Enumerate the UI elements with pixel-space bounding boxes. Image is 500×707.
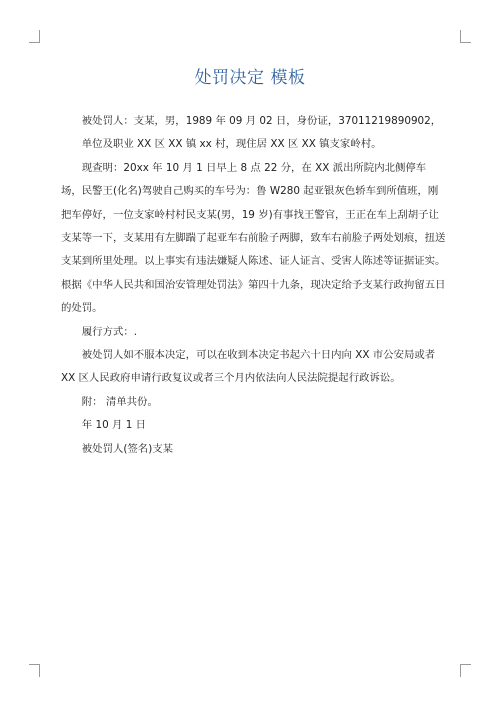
document-body — [61, 110, 446, 461]
document-title: 处罚决定 模板 — [194, 68, 306, 88]
paragraph-signature: 被处罚人(签名)支某 — [81, 442, 174, 455]
crop-mark-top-right — [460, 30, 471, 43]
paragraph-date: 年 10 月 1 日 — [81, 419, 147, 432]
paragraph-work-and-address: 单位及职业 XX 区 XX 镇 xx 村，现住居 XX 区 XX 镇支家岭村。 — [81, 138, 382, 151]
crop-mark-bottom-right — [460, 664, 471, 677]
crop-mark-bottom-left — [29, 664, 40, 677]
paragraph-appeal-rights: 被处罚人如不服本决定，可以在收到本决定书起六十日内向 XX 市公安局或者 XX 区人民政府申请行政复议或者三个月内依法向人民法院提起行政诉讼。 — [61, 349, 436, 385]
paragraph-findings: 现查明：20xx 年 10 月 1 日早上 8 点 22 分，在 XX 派出所院内北侧停车场，民警王(化名)驾驶自己购买的车号为：鲁 W280 起亚银灰色轿车到所值班，刚把车停好，一位支家岭村村民支某(男，19 岁)有事找王警官，王正在车上刮胡子让支某等一下，支某用有左脚踹了起亚车右前脸子两脚，致车右前脸子两处划痕，扭送支某到所里处理。以上事实有违法嫌疑人陈述、证人证言、受害人陈述等证据证实。根据《中华人民共和国治安管理处罚法》第四十九条，现决定给予支某行政拘留五日的处罚。 — [61, 161, 446, 315]
paragraph-penalized-person: 被处罚人：支某，男，1989 年 09 月 02 日，身份证，37011219890902， — [81, 115, 442, 127]
crop-mark-top-left — [29, 30, 40, 43]
paragraph-execution-method: 履行方式：. — [81, 325, 138, 338]
paragraph-attachment: 附： 清单共份。 — [81, 395, 158, 408]
